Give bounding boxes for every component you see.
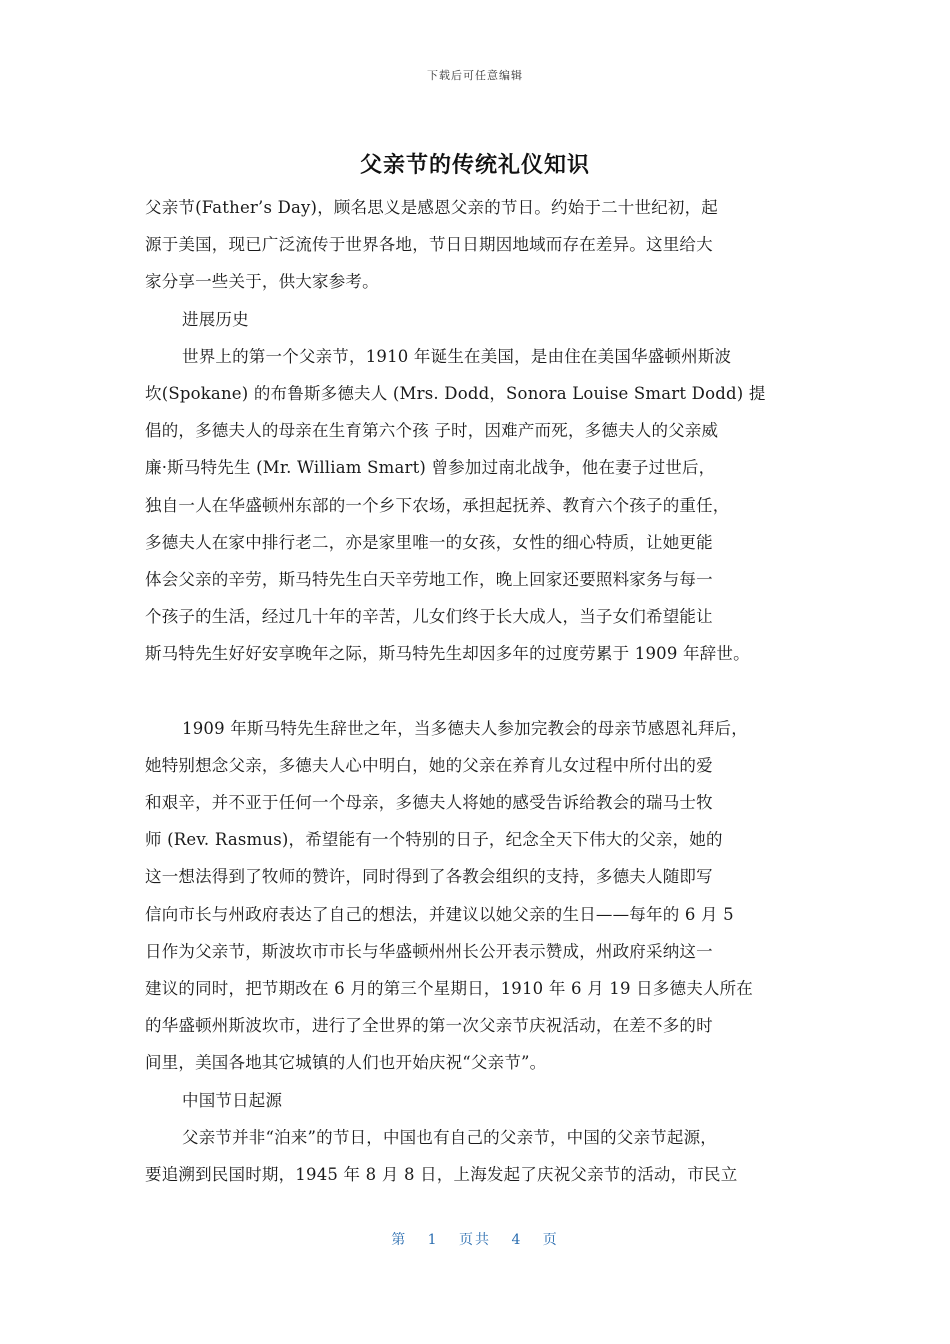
paragraph-line: 1909 年斯马特先生辞世之年，当多德夫人参加完教会的母亲节感恩礼拜后， xyxy=(182,718,748,738)
header-note: 下载后可任意编辑 xyxy=(427,69,523,82)
paragraph-line: 和艰辛，并不亚于任何一个母亲，多德夫人将她的感受告诉给教会的瑞马士牧 xyxy=(145,793,713,812)
section-heading: 进展历史 xyxy=(182,309,249,329)
page-footer: 第 1 页共 4 页 xyxy=(391,1232,559,1248)
section-heading: 中国节日起源 xyxy=(182,1090,283,1110)
paragraph-line: 这一想法得到了牧师的赞许，同时得到了各教会组织的支持，多德夫人随即写 xyxy=(145,867,713,887)
paragraph-line: 坎(Spokane) 的布鲁斯多德夫人 (Mrs. Dodd，Sonora Louise Smart Dodd) 提 xyxy=(145,383,766,403)
document-body xyxy=(145,189,810,1193)
paragraph-line: 独自一人在华盛顿州东部的一个乡下农场，承担起抚养、教育六个孩子的重任， xyxy=(145,495,730,515)
paragraph-line: 的华盛顿州斯波坎市，进行了全世界的第一次父亲节庆祝活动，在差不多的时 xyxy=(145,1016,713,1036)
paragraph-line: 源于美国，现已广泛流传于世界各地，节日日期因地域而存在差异。这里给大 xyxy=(145,235,713,255)
paragraph-line: 斯马特先生好好安享晚年之际，斯马特先生却因多年的过度劳累于 1909 年辞世。 xyxy=(145,644,750,664)
paragraph-line: 要追溯到民国时期，1945 年 8 月 8 日，上海发起了庆祝父亲节的活动，市民立 xyxy=(145,1164,738,1184)
paragraph-line: 世界上的第一个父亲节，1910 年诞生在美国，是由住在美国华盛顿州斯波 xyxy=(182,346,732,366)
paragraph-line: 多德夫人在家中排行老二，亦是家里唯一的女孩，女性的细心特质，让她更能 xyxy=(145,532,713,552)
paragraph-line: 间里，美国各地其它城镇的人们也开始庆祝“父亲节”。 xyxy=(145,1053,547,1073)
paragraph-line: 日作为父亲节，斯波坎市市长与华盛顿州州长公开表示赞成，州政府采纳这一 xyxy=(145,941,713,961)
paragraph-line: 师 (Rev. Rasmus)，希望能有一个特别的日子，纪念全天下伟大的父亲，她的 xyxy=(145,830,723,850)
document-title: 父亲节的传统礼仪知识 xyxy=(359,153,590,178)
paragraph-line: 父亲节并非“泊来”的节日，中国也有自己的父亲节，中国的父亲节起源， xyxy=(182,1127,717,1147)
paragraph-line: 信向市长与州政府表达了自己的想法，并建议以她父亲的生日——每年的 6 月 5 xyxy=(145,904,734,924)
paragraph-line: 建议的同时，把节期改在 6 月的第三个星期日，1910 年 6 月 19 日多德夫人所在 xyxy=(145,978,753,998)
paragraph-line: 廉·斯马特先生 (Mr. William Smart) 曾参加过南北战争，他在妻子过世后， xyxy=(145,458,716,478)
paragraph-line: 家分享一些关于，供大家参考。 xyxy=(145,272,379,292)
paragraph-spacer xyxy=(145,672,810,709)
paragraph-line: 倡的，多德夫人的母亲在生育第六个孩 子时，因难产而死，多德夫人的父亲威 xyxy=(145,421,719,441)
paragraph-line: 父亲节(Father’s Day)，顾名思义是感恩父亲的节日。约始于二十世纪初，起 xyxy=(145,198,718,217)
paragraph-line: 个孩子的生活，经过几十年的辛苦，儿女们终于长大成人，当子女们希望能让 xyxy=(145,607,713,627)
paragraph-line: 体会父亲的辛劳，斯马特先生白天辛劳地工作，晚上回家还要照料家务与每一 xyxy=(145,569,713,589)
paragraph-line: 她特别想念父亲，多德夫人心中明白，她的父亲在养育儿女过程中所付出的爱 xyxy=(145,755,713,775)
